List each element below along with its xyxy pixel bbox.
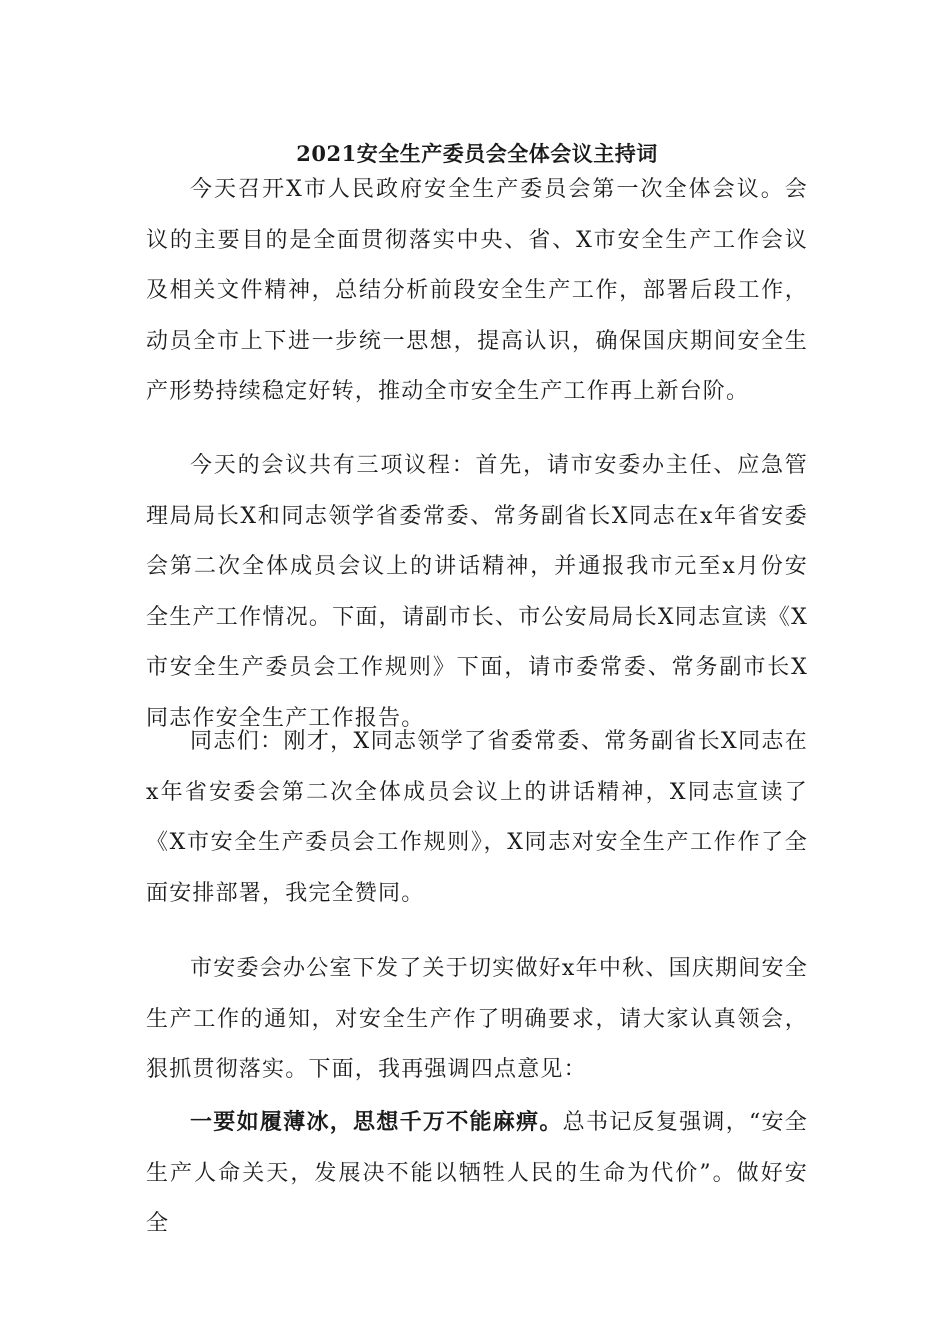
paragraph-notice: 市安委会办公室下发了关于切实做好x年中秋、国庆期间安全生产工作的通知，对安全生产作了明确要求，请大家认真领会，狠抓贯彻落实。下面，我再强调四点意见： bbox=[146, 956, 808, 1082]
paragraph-comrades: 同志们：刚才，X同志领学了省委常委、常务副省长X同志在x年省安委会第二次全体成员会议上的讲话精神，X同志宣读了《X市安全生产委员会工作规则》，X同志对安全生产工作作了全面安排部署，我完全赞同。 bbox=[146, 729, 808, 906]
paragraph-point-one bbox=[146, 1097, 808, 1250]
paragraph-agenda: 今天的会议共有三项议程：首先，请市安委办主任、应急管理局局长X和同志领学省委常委、常务副省长X同志在x年省安委会第二次全体成员会议上的讲话精神，并通报我市元至x月份安全生产工作情况。下面，请副市长、市公安局局长X同志宣读《X市安全生产委员会工作规则》下面，请市委常委、常务副市长X同志作安全生产工作报告。 bbox=[146, 453, 808, 731]
point-one-heading: 一要如履薄冰，思想千万不能麻痹。 bbox=[190, 1109, 563, 1135]
point-one-body: 总书记反复强调，“安全生产人命关天，发展决不能以牺牲人民的生命为代价”。做好安全 bbox=[146, 1110, 809, 1236]
paragraph-opening: 今天召开X市人民政府安全生产委员会第一次全体会议。会议的主要目的是全面贯彻落实中央、省、X市安全生产工作会议及相关文件精神，总结分析前段安全生产工作，部署后段工作，动员全市上下进一步统一思想，提高认识，确保国庆期间安全生产形势持续稳定好转，推动全市安全生产工作再上新台阶。 bbox=[146, 177, 808, 404]
document-page bbox=[146, 0, 808, 1344]
document-title: 2021安全生产委员会全体会议主持词 bbox=[296, 141, 658, 166]
